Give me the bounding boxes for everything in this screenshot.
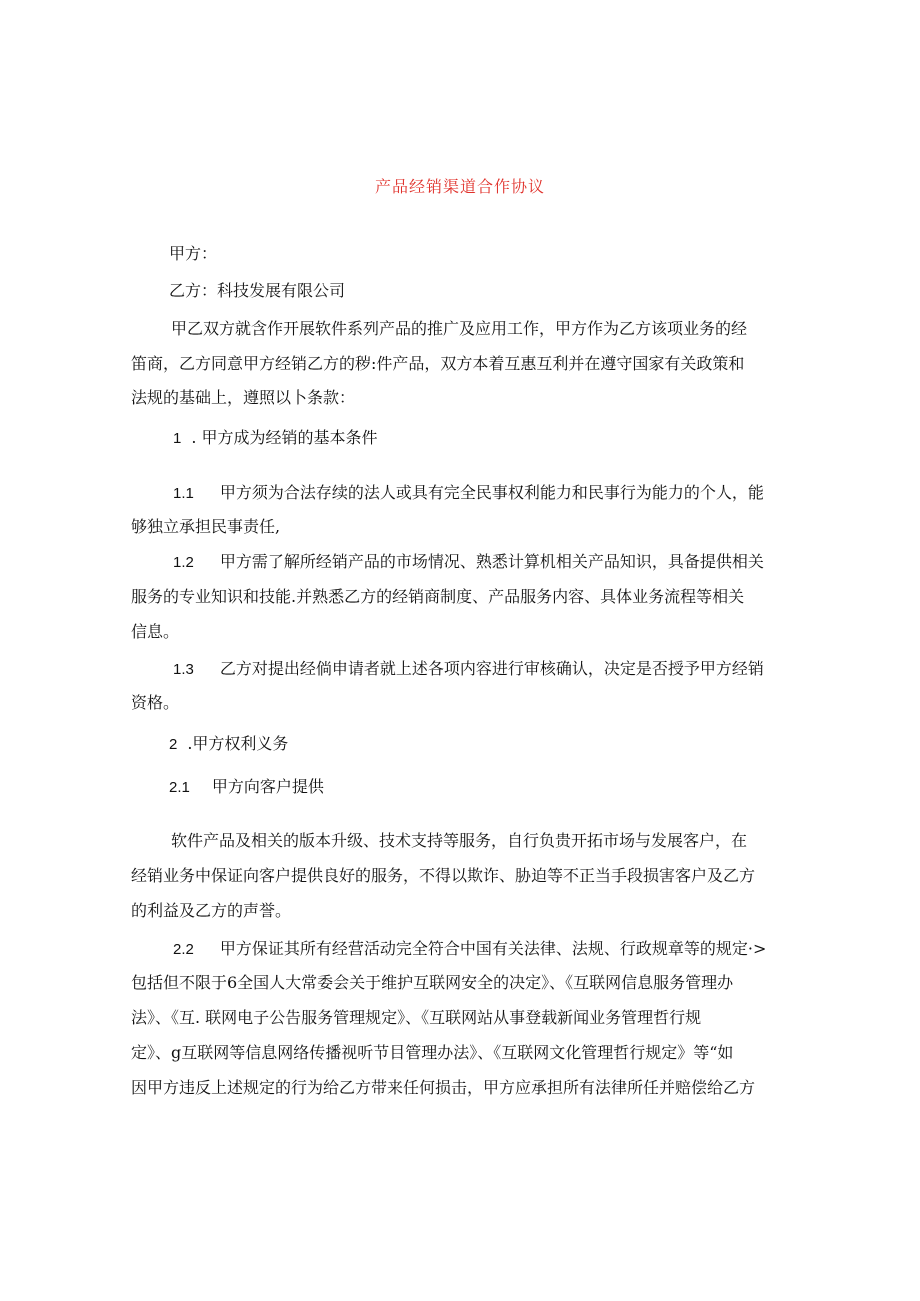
intro-line-3: 法规的基础上，遵照以卜条款： [131,388,356,407]
clause-2-1-number: 2.1 [169,779,190,796]
clause-1-2-text: 甲方需了解所经销产品的市场情况、熟悉计算机相关产品知识，具备提供相关 [219,552,764,571]
clause-2-1-body-line-2: 经销业务中保证向客户提供良好的服务，不得以欺诈、胁迫等不正当手段损害客户及乙方 [131,866,756,885]
clause-1-3-number: 1.3 [173,661,194,678]
party-a-line: 甲方： [169,244,218,263]
clause-2-2-line-2: 包括但不限于6全国人大常委会关于维护互联网安全的决定》、《互联网信息服务管理办 [131,973,734,992]
clause-2-2-line-5: 因甲方违反上述规定的行为给乙方带来任何损击，甲方应承担所有法律所任并赔偿给乙方 [131,1078,756,1097]
intro-line-1: 甲乙双方就含作开展软件系列产品的推广及应用工作，甲方作为乙方该项业务的经 [171,319,748,338]
clause-2-2-text: 甲方保证其所有经营活动完全符合中国有关法律、法规、行政规章等的规定·> [219,939,767,958]
party-b-line: 乙方：科技发展有限公司 [169,281,346,300]
clause-1-2-number: 1.2 [173,554,194,571]
section-2-heading [169,734,288,755]
clause-1-2-line-2: 服务的专业知识和技能.并熟悉乙方的经销商制度、产品服务内容、具体业务流程等相关 [131,587,745,606]
clause-2-2-number: 2.2 [173,941,194,958]
clause-2-2-line-4: 定》、g互联网等信息网络传播视听节目管理办法》、《互联网文化管理哲行规定》等“如 [131,1043,734,1062]
section-2-title: .甲方权利义务 [187,734,289,753]
document-title: 产品经销渠道合作协议 [374,177,545,196]
clause-1-3-text: 乙方对提出经倘申请者就上述各项内容进行审核确认，决定是否授予甲方经销 [219,659,764,678]
clause-1-1-line-1 [173,483,764,504]
intro-line-2: 笛商，乙方同意甲方经销乙方的秽:件产品，双方本着互惠互利并在遵守国家有关政策和 [131,354,745,373]
clause-1-1-text: 甲方须为合法存续的法人或具有完全民事权利能力和民事行为能力的个人，能 [219,483,764,502]
section-1-heading [173,428,378,449]
clause-2-1-body-line-3: 的利益及乙方的声誉。 [131,901,292,920]
clause-1-1-line-2: 够独立承担民事责任, [131,517,281,536]
clause-2-2-line-3: 法》、《互. 联网电子公告服务管理规定》、《互联网站从事登载新闻业务管理哲行规 [131,1008,702,1027]
section-1-title: . 甲方成为经销的基本条件 [191,428,378,447]
clause-1-2-line-3: 信息。 [131,622,180,641]
clause-2-1-title: 甲方向客户提供 [211,777,324,796]
clause-2-2-line-1 [173,939,766,960]
section-1-number: 1 [173,430,182,447]
clause-1-1-number: 1.1 [173,485,194,502]
clause-1-3-line-2: 资格。 [131,693,180,712]
section-2-number: 2 [169,736,178,753]
clause-1-3-line-1 [173,659,764,680]
clause-1-2-line-1 [173,552,764,573]
clause-2-1-heading [169,777,324,798]
clause-2-1-body-line-1: 软件产品及相关的版本升级、技术支持等服务，自行负贵开拓市场与发展客户，在 [171,831,748,850]
